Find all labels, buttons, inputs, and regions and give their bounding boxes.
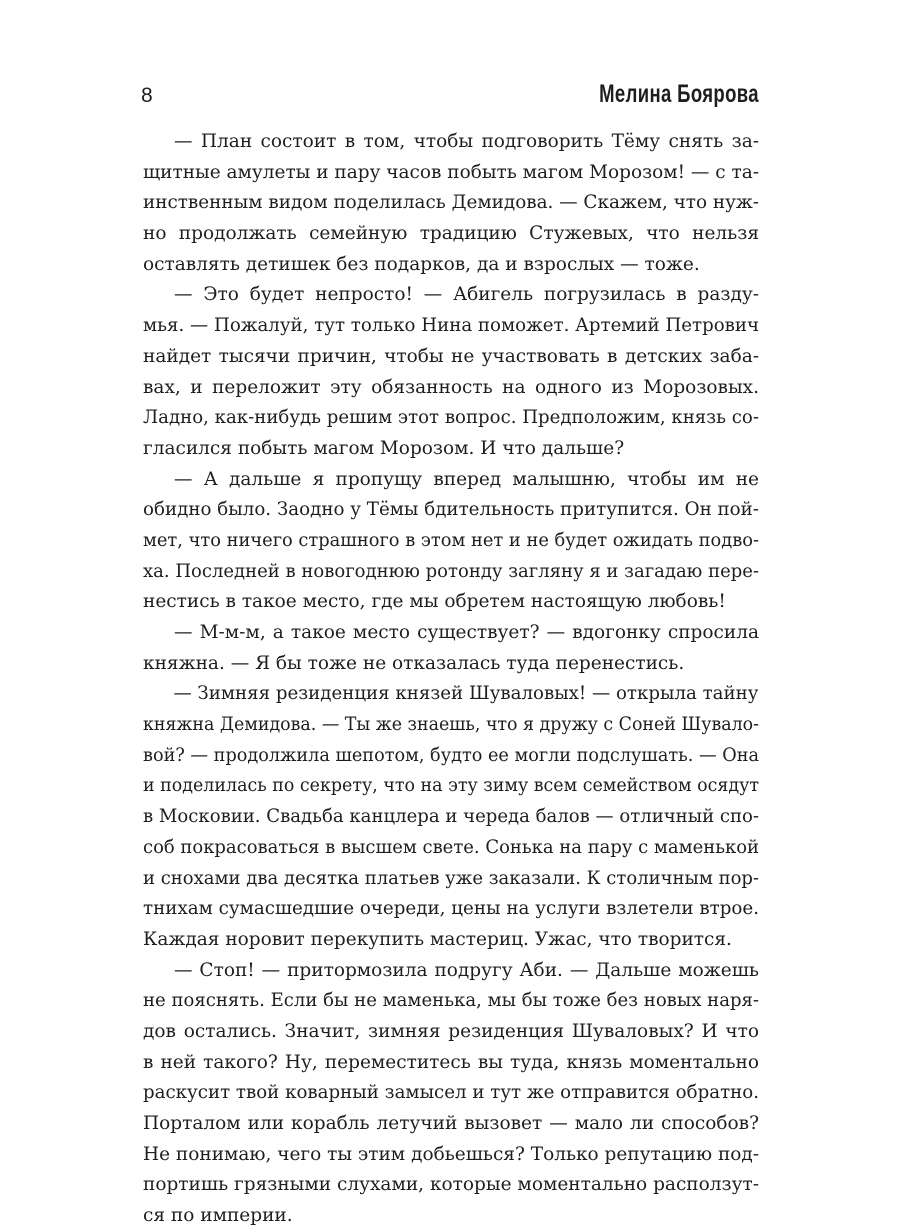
text-line: — А дальше я пропущу вперед малышню, чтобы им не (174, 468, 759, 490)
text-line: раскусит твой коварный замысел и тут же отправится обратно. (143, 1082, 760, 1104)
page-number: 8 (141, 84, 154, 107)
text-line: вах, и переложит эту обязанность на одного из Морозовых. (143, 376, 759, 398)
body-text (143, 127, 759, 1232)
text-line: мья. — Пожалуй, тут только Нина поможет. Артемий Петрович (143, 315, 760, 337)
text-line: — Зимняя резиденция князей Шуваловых! — открыла тайну (173, 683, 759, 705)
text-line: щитные амулеты и пару часов побыть магом Морозом! — с та- (143, 161, 759, 183)
text-line: соб покрасоваться в высшем свете. Сонька на пару с маменькой (143, 836, 760, 858)
text-line: в ней такого? Ну, переместитесь вы туда, князь моментально (143, 1051, 759, 1073)
text-line: не пояснять. Если бы не маменька, мы бы тоже без новых наря- (143, 990, 760, 1012)
text-line: Ладно, как-нибудь решим этот вопрос. Предположим, князь со- (143, 407, 759, 429)
text-line: — Это будет непросто! — Абигель погрузилась в разду- (174, 284, 759, 306)
text-line: — М-м-м, а такое место существует? — вдогонку спросила (174, 622, 759, 643)
text-line: дов остались. Значит, зимняя резиденция Шуваловых? И что (143, 1020, 759, 1042)
text-line: но продолжать семейную традицию Стужевых, что нельзя (143, 223, 759, 245)
text-line: ха. Последней в новогоднюю ротонду загляну я и загадаю пере- (143, 560, 760, 582)
text-line: и снохами два десятка платьев уже заказали. К столичным пор- (143, 867, 760, 889)
running-head-author: Мелина Боярова (599, 80, 759, 108)
text-line: Порталом или корабль летучий вызовет — мало ли способов? (143, 1113, 759, 1134)
text-line: нестись в такое место, где мы обретем настоящую любовь! (143, 591, 726, 613)
text-line: мет, что ничего страшного в этом нет и не будет ожидать подво- (143, 529, 759, 551)
text-line: — План состоит в том, чтобы подговорить Тёму снять за- (174, 131, 759, 152)
text-line: Каждая норовит перекупить мастериц. Ужас, что творится. (143, 928, 732, 950)
text-line: — Стоп! — притормозила подругу Аби. — Дальше можешь (174, 959, 759, 981)
text-line: обидно было. Заодно у Тёмы бдительность притупится. Он пой- (143, 499, 759, 521)
text-line: инственным видом поделилась Демидова. — Скажем, что нуж- (143, 192, 760, 214)
text-line: гласился побыть магом Морозом. И что дальше? (143, 437, 625, 459)
text-line: ся по империи. (143, 1205, 293, 1227)
text-line: оставлять детишек без подарков, да и взрослых — тоже. (143, 253, 700, 275)
text-line: княжна Демидова. — Ты же знаешь, что я дружу с Соней Шувало- (143, 714, 760, 736)
text-line: портишь грязными слухами, которые моментально расползут- (143, 1174, 759, 1196)
text-line: и поделилась по секрету, что на эту зиму всем семейством осядут (143, 775, 759, 797)
text-line: княжна. — Я бы тоже не отказалась туда перенестись. (143, 652, 685, 674)
text-line: вой? — продолжила шепотом, будто ее могли подслушать. — Она (143, 744, 760, 766)
text-line: тнихам сумасшедшие очереди, цены на услуги взлетели втрое. (143, 898, 760, 920)
text-line: Не понимаю, чего ты этим добьешься? Только репутацию под- (143, 1143, 760, 1165)
text-line: в Московии. Свадьба канцлера и череда балов — отличный спо- (143, 806, 760, 828)
text-line: найдет тысячи причин, чтобы не участвовать в детских заба- (143, 345, 759, 367)
